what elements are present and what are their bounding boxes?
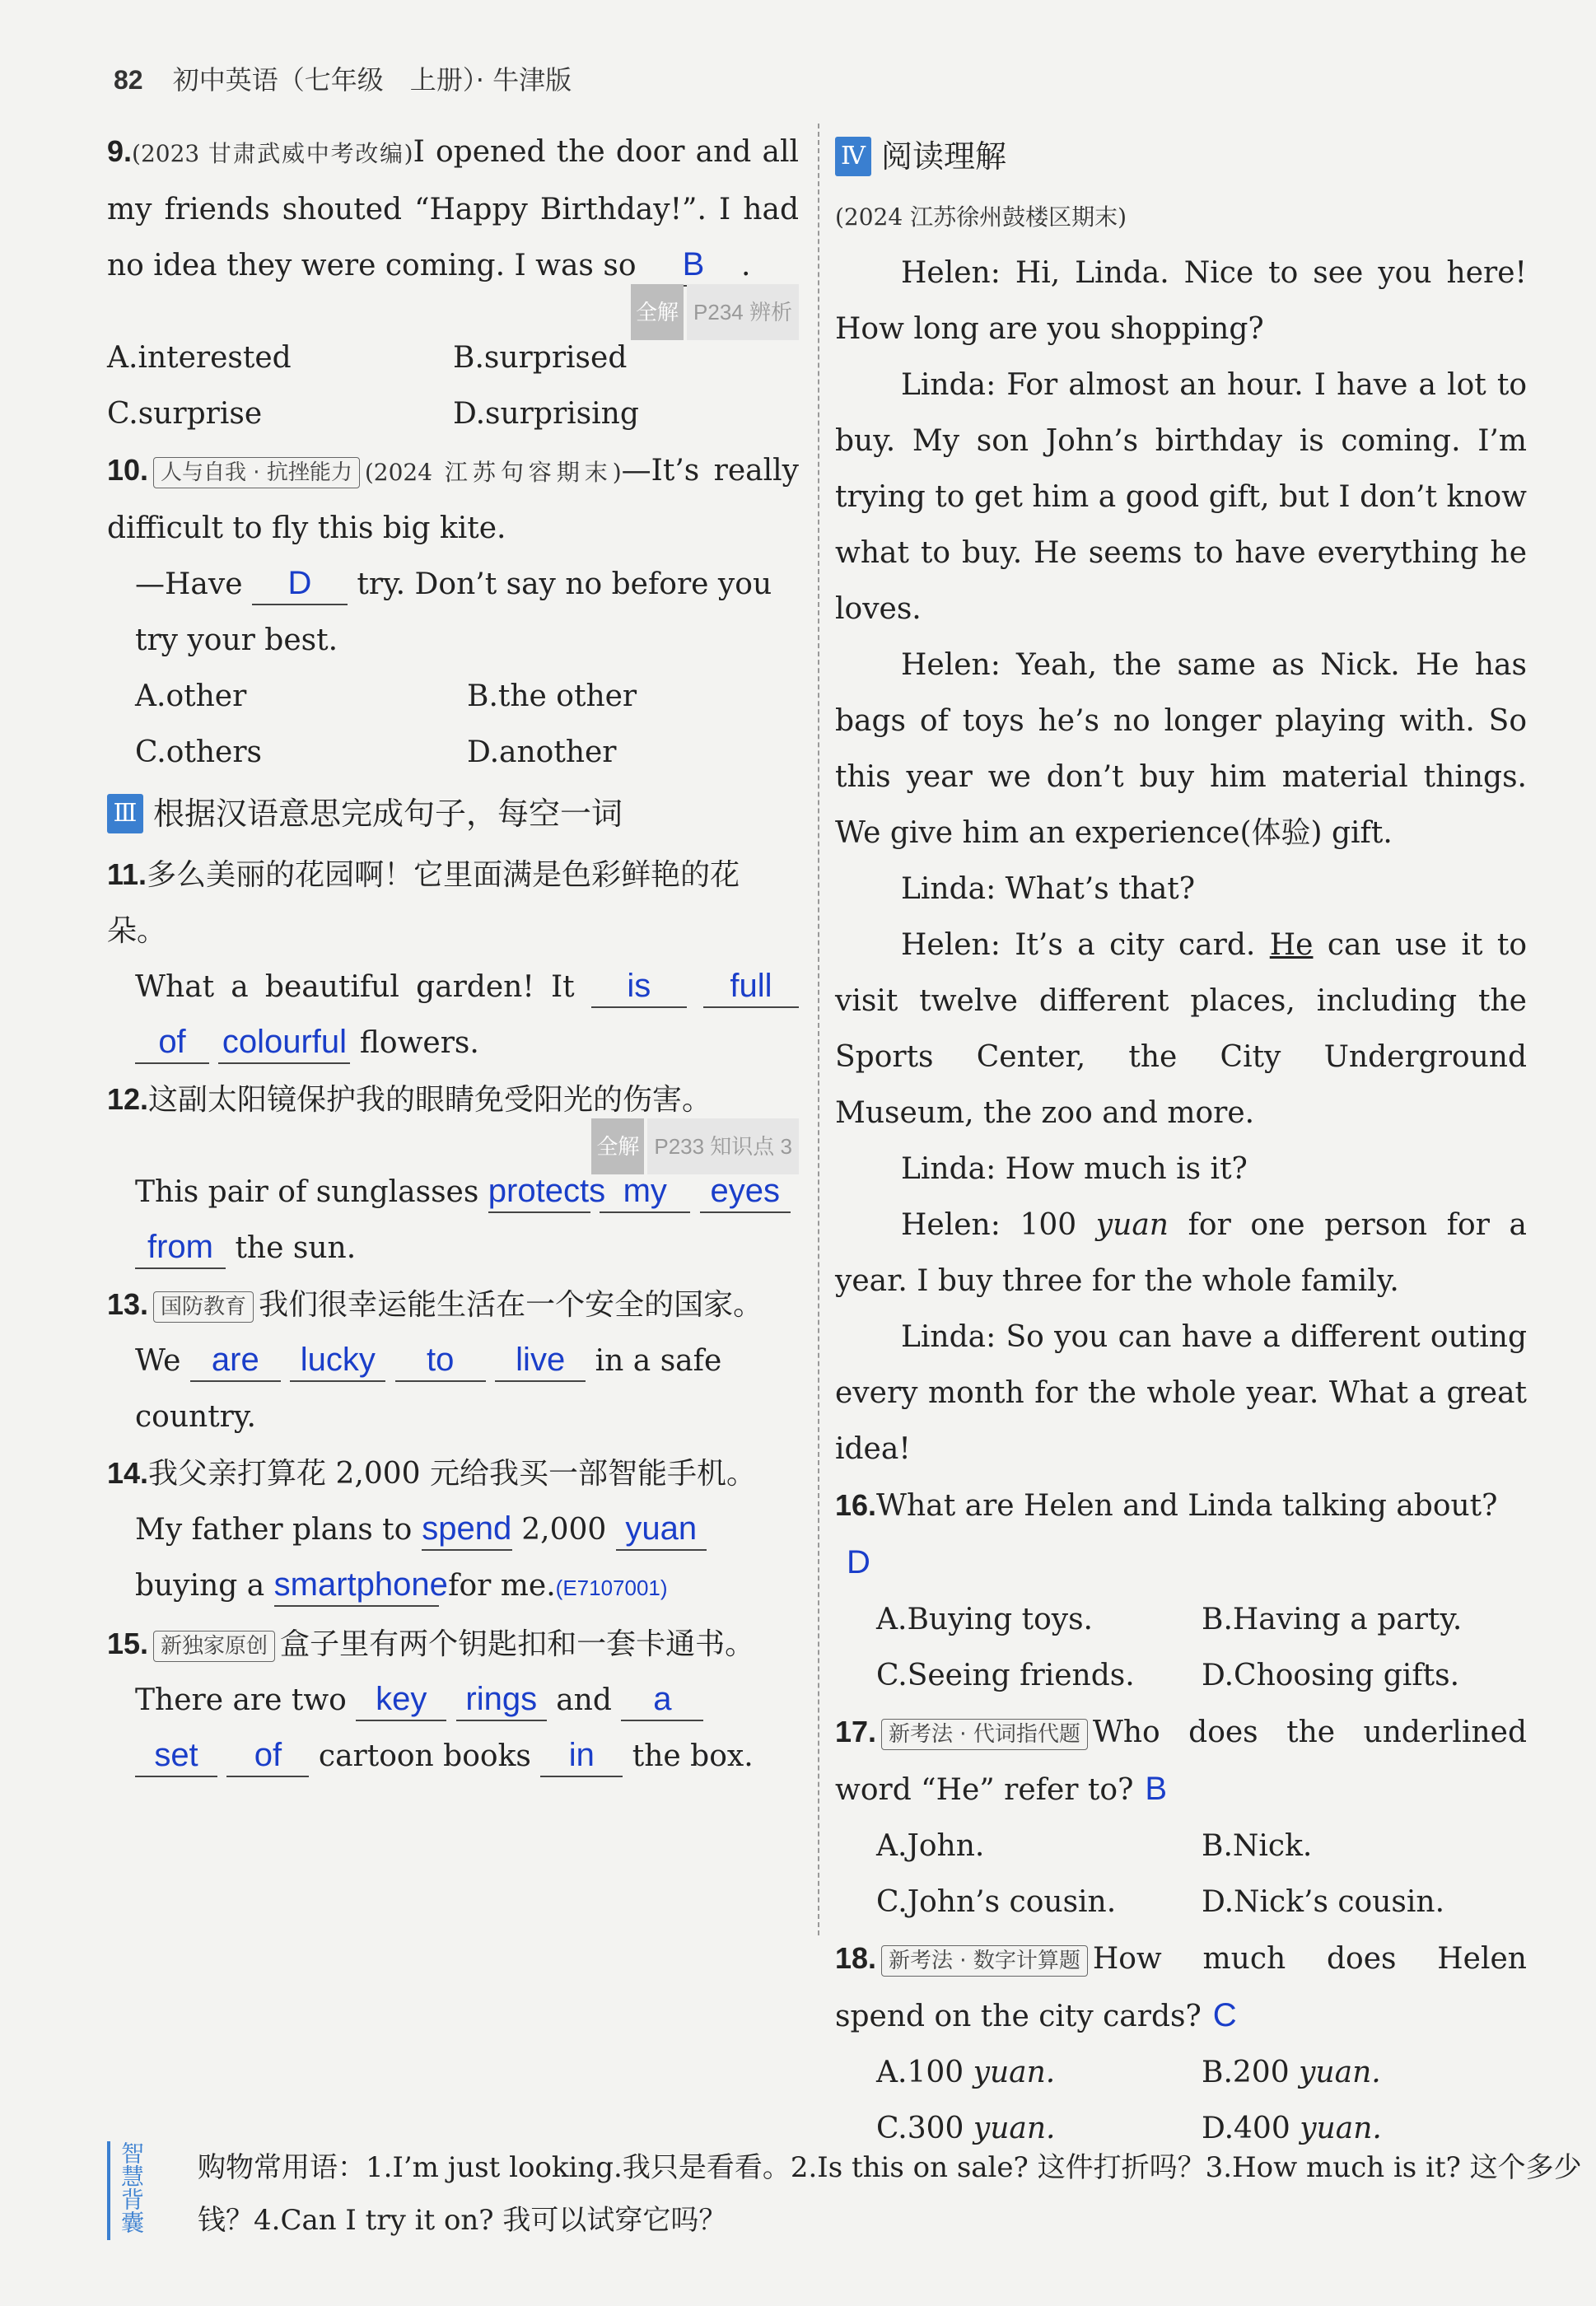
tips-box [107, 2141, 1582, 2240]
passage-paragraph: Linda: What’s that? [901, 872, 1196, 906]
answer-blank[interactable]: protects [488, 1170, 590, 1213]
question-number: 9. [107, 134, 133, 168]
section-badge: Ⅲ [107, 794, 143, 833]
underlined-word: He [1269, 928, 1314, 962]
passage-text: yuan [1095, 1208, 1169, 1242]
tips-label: 智慧背囊 [107, 2141, 143, 2240]
question-text: What are Helen and Linda talking about? [876, 1489, 1498, 1523]
question-number: 16. [835, 1488, 877, 1522]
options-row [835, 1592, 1527, 1648]
answer-blank[interactable]: a [621, 1678, 703, 1721]
answer-blank[interactable]: in [540, 1734, 623, 1777]
options-row [107, 386, 799, 442]
english-text: flowers. [359, 1026, 479, 1060]
passage-paragraph: Linda: How much is it? [901, 1152, 1248, 1186]
answer-blank[interactable]: are [190, 1339, 281, 1382]
answer-blank[interactable]: from [135, 1226, 226, 1269]
passage-text: can use it to visit twelve different places, including the Sports Center, the City Underground Museum, the zoo and more. [835, 928, 1528, 1130]
reference-link[interactable] [107, 294, 799, 330]
option-d[interactable]: D.surprising [453, 397, 639, 431]
question-text: —It’s really difficult to fly this big kite. [107, 454, 799, 545]
topic-tag: 人与自我 · 抗挫能力 [153, 457, 360, 488]
reference-label: 全解 [591, 1118, 644, 1174]
passage-text: Helen: It’s a city card. [901, 928, 1256, 962]
option-b[interactable]: B.Nick. [1202, 1829, 1313, 1863]
english-text: 2,000 [521, 1513, 607, 1547]
answer-blank[interactable]: full [703, 965, 799, 1008]
options-row [835, 1648, 1527, 1704]
answer-mark[interactable]: D [847, 1544, 870, 1580]
answer-blank[interactable]: lucky [290, 1339, 385, 1382]
option-c[interactable]: C.surprise [107, 397, 263, 431]
question-number: 17. [835, 1715, 877, 1748]
question-number: 18. [835, 1941, 877, 1975]
answer-blank[interactable]: of [135, 1021, 209, 1064]
section-3-heading [107, 786, 799, 842]
answer-blank[interactable]: smartphone [274, 1564, 439, 1607]
options-row [107, 330, 799, 386]
answer-blank[interactable]: key [356, 1678, 446, 1721]
option-d[interactable]: D.Nick’s cousin. [1202, 1885, 1445, 1919]
answer-blank[interactable]: live [495, 1339, 586, 1382]
passage-text: Helen: 100 [901, 1208, 1077, 1242]
question-14 [107, 1445, 799, 1616]
option-a[interactable]: A.interested [107, 341, 292, 375]
options-row [107, 669, 799, 725]
chinese-sentence: 我父亲打算花 2,000 元给我买一部智能手机。 [148, 1457, 756, 1491]
question-number: 11. [107, 857, 147, 891]
passage-source: (2024 江苏徐州鼓楼区期末) [835, 203, 1127, 231]
chinese-sentence: 这副太阳镜保护我的眼睛免受阳光的伤害。 [148, 1083, 712, 1117]
english-text: for me. [448, 1569, 556, 1603]
answer-blank[interactable]: is [591, 965, 687, 1008]
question-number: 13. [107, 1287, 149, 1321]
question-text: How much does Helen spend on the city cards? [835, 1942, 1527, 2033]
english-text: the sun. [235, 1231, 357, 1265]
option-a-value: A.100 [876, 2056, 964, 2089]
option-b[interactable]: B.the other [467, 679, 637, 713]
answer-blank[interactable]: B [646, 244, 741, 287]
answer-blank[interactable]: set [135, 1734, 217, 1777]
option-c-value: C.300 [876, 2112, 964, 2145]
topic-tag: 国防教育 [153, 1291, 254, 1323]
question-18 [835, 1930, 1527, 2157]
options-row [835, 2045, 1527, 2101]
english-text: the box. [632, 1739, 754, 1773]
option-a[interactable]: A.John. [876, 1829, 985, 1863]
topic-tag: 新考法 · 数字计算题 [881, 1945, 1088, 1977]
answer-blank[interactable]: of [226, 1734, 309, 1777]
book-title: 初中英语（七年级 上册）· 牛津版 [172, 64, 572, 96]
section-title: 根据汉语意思完成句子，每空一词 [153, 796, 623, 832]
answer-mark[interactable]: C [1212, 1997, 1237, 2033]
reading-passage [835, 245, 1527, 1477]
answer-blank[interactable]: spend [422, 1508, 512, 1551]
chinese-sentence: 我们很幸运能生活在一个安全的国家。 [259, 1288, 763, 1322]
question-number: 14. [107, 1456, 149, 1490]
english-text: What a beautiful garden! It [135, 970, 575, 1004]
option-c[interactable]: C.Seeing friends. [876, 1659, 1135, 1692]
question-text: I opened the door and all my friends shouted “Happy Birthday!”. I had no idea they were coming. I was so [107, 135, 799, 282]
question-16 [835, 1477, 1527, 1704]
options-row [835, 1874, 1527, 1930]
section-title: 阅读理解 [881, 138, 1007, 175]
question-10 [107, 442, 799, 781]
question-11 [107, 847, 799, 1071]
english-text: There are two [135, 1683, 347, 1717]
option-a[interactable]: A.other [135, 679, 247, 713]
answer-blank[interactable]: eyes [700, 1170, 791, 1213]
option-d-value: D.400 [1202, 2112, 1290, 2145]
option-unit: yuan. [973, 2112, 1056, 2145]
option-b[interactable]: B.surprised [453, 341, 628, 375]
passage-paragraph: Helen: Yeah, the same as Nick. He has bags of toys he’s no longer playing with. So this year we don’t buy him material things. We give him an experience(体验) gift. [835, 648, 1527, 850]
question-source: (2024 江苏句容期末) [364, 459, 622, 486]
passage-paragraph [835, 917, 1527, 1141]
left-column [107, 124, 799, 1785]
question-17 [835, 1704, 1527, 1930]
option-c[interactable]: C.others [135, 735, 263, 769]
english-text: in a safe country. [135, 1344, 722, 1434]
english-text: cartoon books [318, 1739, 531, 1773]
question-text: try. Don’t say no before you try your best. [135, 567, 772, 657]
question-13 [107, 1277, 799, 1445]
options-row [107, 725, 799, 781]
passage-text: for one person for a year. I buy three for the whole family. [835, 1208, 1527, 1298]
chinese-sentence: 多么美丽的花园啊！它里面满是色彩鲜艳的花朵。 [107, 858, 740, 948]
option-unit: yuan. [1300, 2112, 1382, 2145]
reference-text: P233 知识点 3 [647, 1118, 799, 1174]
answer-mark[interactable]: B [1145, 1771, 1168, 1807]
passage-paragraph: Helen: Hi, Linda. Nice to see you here! How long are you shopping? [835, 256, 1527, 346]
option-b-value: B.200 [1202, 2056, 1290, 2089]
answer-blank[interactable]: D [252, 562, 348, 605]
question-12 [107, 1071, 799, 1277]
english-text: This pair of sunglasses [135, 1175, 479, 1209]
question-15 [107, 1616, 799, 1785]
option-b[interactable] [1202, 2045, 1527, 2101]
english-text: We [135, 1344, 181, 1378]
tips-text: 购物常用语：1.I’m just looking.我只是看看。2.Is this on sale? 这件打折吗？3.How much is it? 这个多少钱？4.Can I try it on? 我可以试穿它吗？ [198, 2151, 1582, 2237]
chinese-sentence: 盒子里有两个钥匙扣和一套卡通书。 [280, 1627, 755, 1661]
section-badge: Ⅳ [835, 137, 871, 176]
topic-tag: 新考法 · 代词指代题 [881, 1719, 1088, 1750]
passage-paragraph: Linda: For almost an hour. I have a lot to buy. My son John’s birthday is coming. I’m trying to get him a good gift, but I don’t know what to buy. He seems to have everything he loves. [835, 368, 1527, 626]
passage-paragraph [835, 1197, 1527, 1309]
question-source: (2023 甘肃武威中考改编) [132, 140, 413, 167]
punctuation: . [740, 249, 751, 282]
right-column [835, 124, 1527, 2157]
answer-blank[interactable]: yuan [616, 1508, 707, 1551]
english-text: buying a [135, 1569, 265, 1603]
question-9 [107, 124, 799, 442]
topic-tag: 新独家原创 [153, 1631, 275, 1662]
option-unit: yuan. [1299, 2056, 1381, 2089]
passage-paragraph: Linda: So you can have a different outing every month for the whole year. What a great idea! [835, 1320, 1527, 1466]
question-text: Who does the underlined word “He” refer to? [835, 1715, 1527, 1807]
reference-text: P234 辨析 [687, 284, 799, 340]
answer-blank[interactable]: colourful [218, 1021, 350, 1064]
option-a[interactable]: A.Buying toys. [876, 1603, 1094, 1636]
question-number: 10. [107, 453, 149, 487]
question-number: 15. [107, 1627, 149, 1660]
english-text: and [556, 1683, 612, 1717]
option-d[interactable]: D.another [467, 735, 617, 769]
section-4-heading [835, 128, 1527, 184]
page-header [114, 59, 572, 97]
option-unit: yuan. [973, 2056, 1056, 2089]
reference-label: 全解 [631, 284, 684, 340]
page-number: 82 [114, 65, 143, 95]
options-row [835, 1818, 1527, 1874]
resource-code[interactable]: (E7107001) [555, 1575, 668, 1600]
answer-blank[interactable]: to [395, 1339, 486, 1382]
reference-link[interactable] [107, 1128, 799, 1165]
option-d[interactable]: D.Choosing gifts. [1202, 1659, 1460, 1692]
option-b[interactable]: B.Having a party. [1202, 1603, 1463, 1636]
answer-blank[interactable]: rings [456, 1678, 547, 1721]
option-c[interactable]: C.John’s cousin. [876, 1885, 1117, 1919]
question-text: —Have [135, 567, 243, 601]
column-divider [818, 124, 819, 1935]
answer-blank[interactable]: my [600, 1170, 690, 1213]
english-text: My father plans to [135, 1513, 413, 1547]
question-number: 12. [107, 1082, 149, 1116]
option-a[interactable] [876, 2045, 1202, 2101]
